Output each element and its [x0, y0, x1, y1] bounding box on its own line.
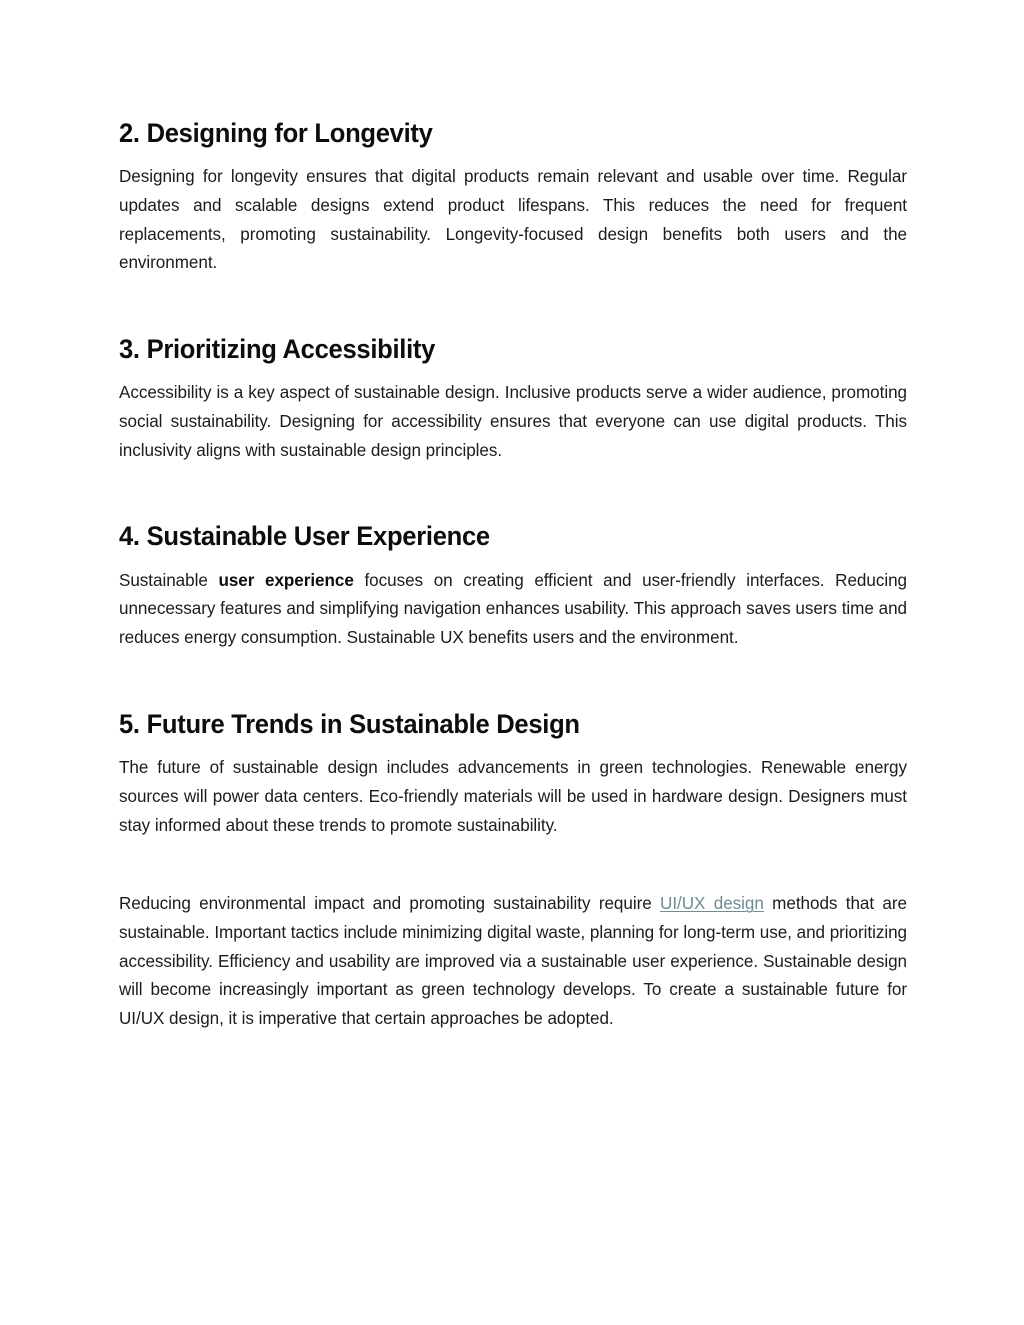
section-future-trends-in-sustainable-design [119, 709, 907, 840]
section-paragraph [119, 567, 907, 653]
section-heading: 5. Future Trends in Sustainable Design [119, 708, 580, 739]
section-prioritizing-accessibility [119, 334, 907, 465]
section-paragraph: Accessibility is a key aspect of sustainable design. Inclusive products serve a wider audience, promoting social sustainability. Designing for accessibility ensures that everyone can use digital products. This inclusivity aligns with sustainable design principles. [119, 383, 907, 460]
paragraph-text-before-bold: Sustainable [119, 570, 219, 590]
closing-text-after-link: methods that are sustainable. Important tactics include minimizing digital waste, planning for long-term use, and prioritizing accessibility. Efficiency and usability are improved via a sustainable user experience. Sustainable design will become increasingly important as green technology develops. To create a sustainable future for UI/UX design, it is imperative that certain approaches be adopted. [119, 894, 907, 1029]
section-paragraph: Designing for longevity ensures that digital products remain relevant and usable over time. Regular updates and scalable designs extend product lifespans. This reduces the need for frequent replacements, promoting sustainability. Longevity-focused design benefits both users and the environment. [119, 167, 907, 273]
paragraph-text-after-bold: focuses on creating efficient and user-friendly interfaces. Reducing unnecessary features and simplifying navigation enhances usability. This approach saves users time and reduces energy consumption. Sustainable UX benefits users and the environment. [119, 570, 907, 648]
section-designing-for-longevity [119, 118, 907, 278]
section-heading: 2. Designing for Longevity [119, 118, 433, 148]
section-sustainable-user-experience [119, 521, 907, 652]
section-paragraph: The future of sustainable design includes advancements in green technologies. Renewable energy sources will power data centers. Eco-friendly materials will be used in hardware design. Designers must stay informed about these trends to promote sustainability. [119, 758, 907, 835]
closing-summary-block [119, 890, 907, 1034]
ui-ux-design-link[interactable]: UI/UX design [660, 894, 764, 914]
closing-text-before-link: Reducing environmental impact and promoting sustainability require [119, 894, 661, 914]
section-heading: 4. Sustainable User Experience [119, 521, 490, 552]
section-heading: 3. Prioritizing Accessibility [119, 334, 436, 365]
document-content-column [119, 118, 907, 1034]
closing-paragraph [119, 890, 907, 1034]
emphasized-term: user experience [218, 570, 354, 590]
